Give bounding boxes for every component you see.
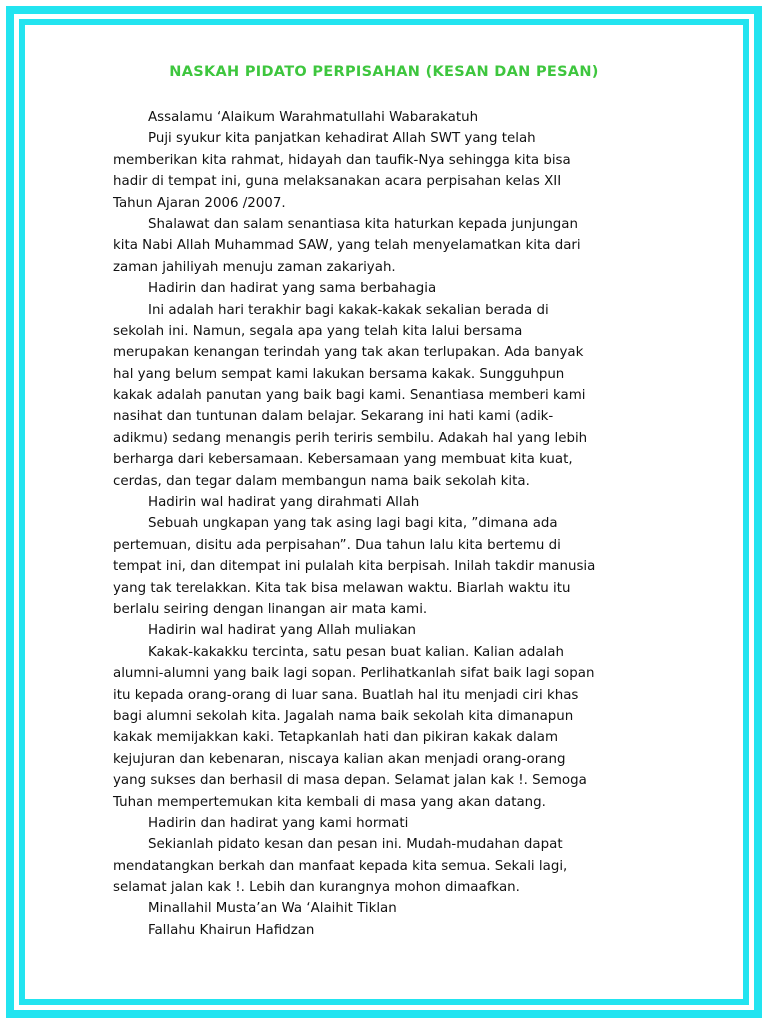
text-line: itu kepada orang-orang di luar sana. Buatlah hal itu menjadi ciri khas <box>113 687 579 703</box>
document-title: NASKAH PIDATO PERPISAHAN (KESAN DAN PESAN) <box>169 64 599 80</box>
text-line: nasihat dan tuntunan dalam belajar. Sekarang ini hati kami (adik- <box>113 409 554 425</box>
paragraph-start-line: Puji syukur kita panjatkan kehadirat Allah SWT yang telah <box>148 131 536 147</box>
text-line: Tuhan mempertemukan kita kembali di masa yang akan datang. <box>113 794 546 810</box>
text-line: alumni-alumni yang baik lagi sopan. Perlihatkanlah sifat baik lagi sopan <box>113 666 595 682</box>
paragraph-start-line: Kakak-kakakku tercinta, satu pesan buat kalian. Kalian adalah <box>148 644 564 660</box>
text-line: berlalu seiring dengan linangan air mata kami. <box>113 601 428 617</box>
paragraph-start-line: Minallahil Musta’an Wa ‘Alaihit Tiklan <box>148 901 397 917</box>
text-line: merupakan kenangan terindah yang tak akan terlupakan. Ada banyak <box>113 345 584 361</box>
paragraph-start-line: Hadirin dan hadirat yang kami hormati <box>148 815 409 831</box>
text-line: selamat jalan kak !. Lebih dan kurangnya mohon dimaafkan. <box>113 880 520 896</box>
paragraph-start-line: Shalawat dan salam senantiasa kita haturkan kepada junjungan <box>148 216 579 232</box>
text-line: bagi alumni sekolah kita. Jagalah nama baik sekolah kita dimanapun <box>113 708 574 724</box>
text-line: kakak adalah panutan yang baik bagi kami. Senantiasa memberi kami <box>113 388 586 404</box>
text-line: sekolah ini. Namun, segala apa yang telah kita lalui bersama <box>113 323 523 339</box>
paragraph-start-line: Fallahu Khairun Hafidzan <box>148 922 315 938</box>
paragraph-start-line: Hadirin wal hadirat yang Allah muliakan <box>148 623 417 639</box>
text-line: hal yang belum sempat kami lakukan bersama kakak. Sungguhpun <box>113 366 565 382</box>
text-line: yang tak terelakkan. Kita tak bisa melawan waktu. Biarlah waktu itu <box>113 580 571 596</box>
paragraph-start-line: Hadirin dan hadirat yang sama berbahagia <box>148 281 437 297</box>
text-line: kita Nabi Allah Muhammad SAW, yang telah menyelamatkan kita dari <box>113 238 581 254</box>
text-line: adikmu) sedang menangis perih teriris sembilu. Adakah hal yang lebih <box>113 430 588 446</box>
text-line: cerdas, dan tegar dalam membangun nama baik sekolah kita. <box>113 473 530 489</box>
paragraph-start-line: Hadirin wal hadirat yang dirahmati Allah <box>148 495 420 511</box>
paragraph-start-line: Ini adalah hari terakhir bagi kakak-kakak sekalian berada di <box>148 302 549 318</box>
paragraph-start-line: Sebuah ungkapan yang tak asing lagi bagi kita, ”dimana ada <box>148 516 558 532</box>
speech-body <box>113 107 658 941</box>
text-line: zaman jahiliyah menuju zaman zakariyah. <box>113 259 396 275</box>
text-line: berharga dari kebersamaan. Kebersamaan yang membuat kita kuat, <box>113 452 573 468</box>
paragraph-start-line: Sekianlah pidato kesan dan pesan ini. Mudah-mudahan dapat <box>148 837 563 853</box>
text-line: pertemuan, disitu ada perpisahan”. Dua tahun lalu kita bertemu di <box>113 537 561 553</box>
text-line: mendatangkan berkah dan manfaat kepada kita semua. Sekali lagi, <box>113 858 568 874</box>
text-line: memberikan kita rahmat, hidayah dan taufik-Nya sehingga kita bisa <box>113 152 571 168</box>
text-line: kejujuran dan kebenaran, niscaya kalian akan menjadi orang-orang <box>113 751 566 767</box>
text-line: Tahun Ajaran 2006 /2007. <box>113 195 286 211</box>
text-line: hadir di tempat ini, guna melaksanakan acara perpisahan kelas XII <box>113 174 562 190</box>
text-line: kakak memijakkan kaki. Tetapkanlah hati dan pikiran kakak dalam <box>113 730 559 746</box>
paragraph-start-line: Assalamu ‘Alaikum Warahmatullahi Wabarakatuh <box>148 110 479 125</box>
text-line: yang sukses dan berhasil di masa depan. Selamat jalan kak !. Semoga <box>113 773 587 789</box>
text-line: tempat ini, dan ditempat ini pulalah kita berpisah. Inilah takdir manusia <box>113 559 596 575</box>
